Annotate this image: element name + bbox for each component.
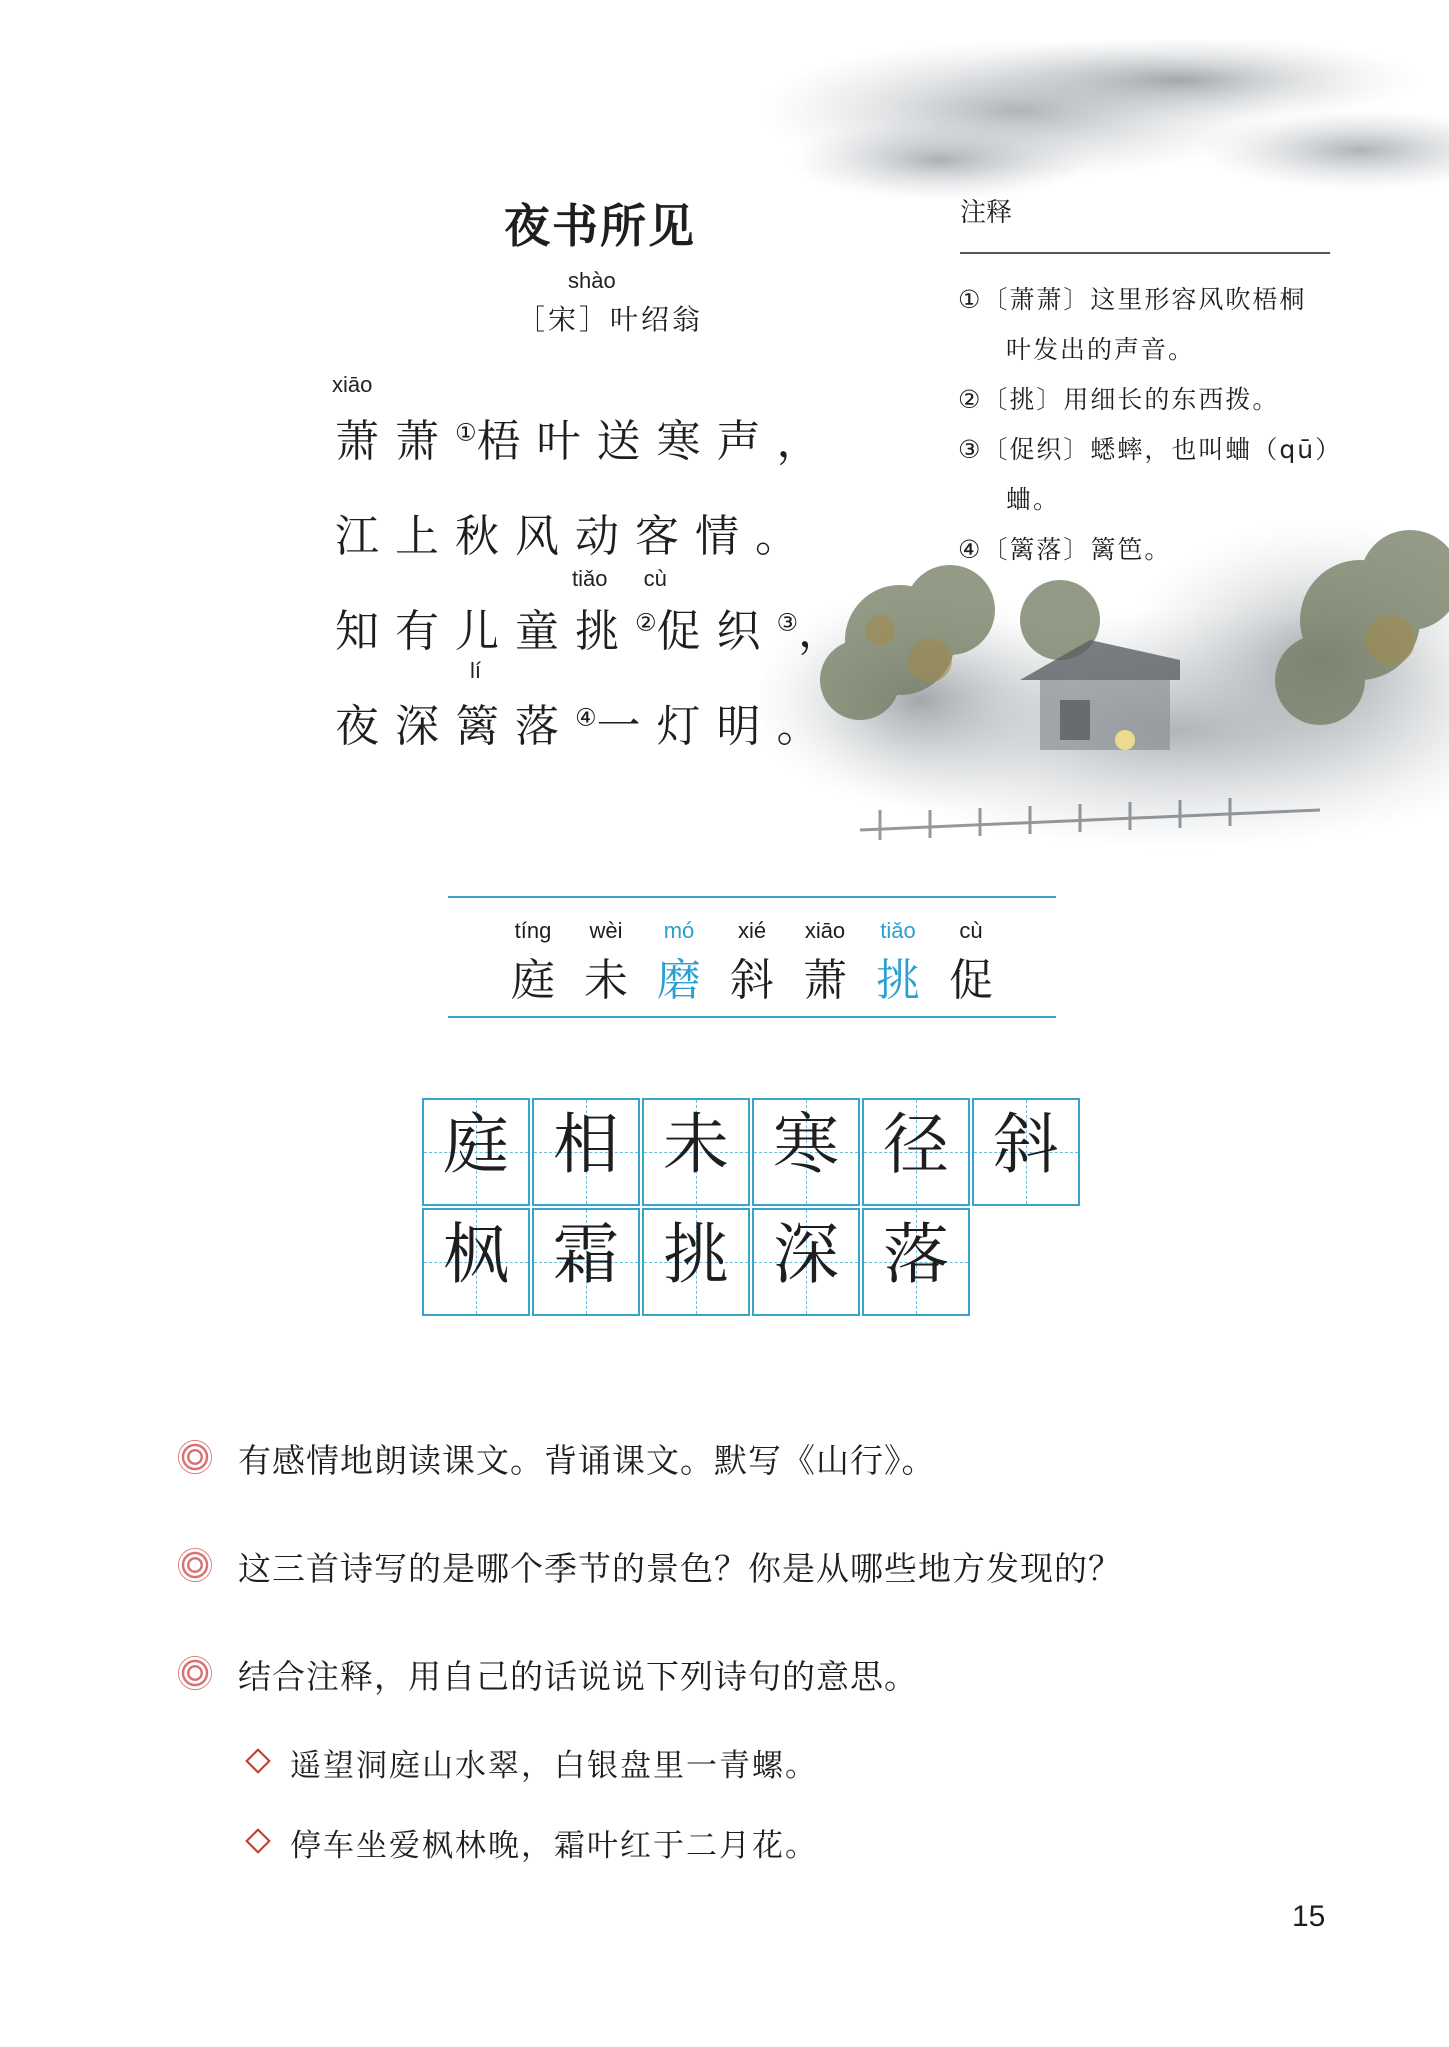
grid-cell <box>642 1098 750 1206</box>
exercise-3: 结合注释，用自己的话说说下列诗句的意思。 <box>238 1657 918 1696</box>
new-char-pinyin: tíng <box>514 918 552 943</box>
grid-cell <box>752 1208 860 1316</box>
grid-cell <box>532 1098 640 1206</box>
new-char: 磨 <box>657 955 701 1006</box>
grid-cell <box>422 1098 530 1206</box>
new-char: 斜 <box>730 955 774 1006</box>
grid-character: 斜 <box>993 1106 1059 1183</box>
new-char-pinyin: wèi <box>589 918 623 943</box>
new-char-pinyin: tiǎo <box>880 918 916 943</box>
exercise-1: 有感情地朗读课文。背诵课文。默写《山行》。 <box>238 1441 936 1480</box>
note-3: ③〔促织〕蟋蟀，也叫蛐（qū） <box>958 435 1343 464</box>
poem-line-2: 江上秋风动客情。 <box>335 511 815 562</box>
grid-character: 庭 <box>443 1106 509 1183</box>
notes-divider <box>960 252 1330 254</box>
note-2: ②〔挑〕用细长的东西拨。 <box>958 385 1280 414</box>
new-char: 促 <box>949 955 993 1006</box>
grid-cell <box>532 1208 640 1316</box>
note-1: ①〔萧萧〕这里形容风吹梧桐 <box>958 285 1307 314</box>
new-char: 萧 <box>803 955 847 1006</box>
exercise-2: 这三首诗写的是哪个季节的景色？你是从哪些地方发现的？ <box>238 1549 1122 1588</box>
grid-cell <box>862 1208 970 1316</box>
poem-line-3: 知有儿童挑②促织③， <box>335 606 859 657</box>
new-char-pinyin: xiāo <box>804 918 846 943</box>
grid-character: 相 <box>553 1106 619 1183</box>
grid-character: 未 <box>663 1106 729 1183</box>
line1-pinyin: xiāo <box>332 372 373 397</box>
grid-character: 深 <box>773 1216 839 1293</box>
chars-bottom-rule <box>448 1016 1056 1018</box>
poem-line-4: 夜深篱落④一灯明。 <box>335 701 837 752</box>
grid-character: 霜 <box>553 1216 619 1293</box>
exercise-bullet-icon <box>178 1548 212 1582</box>
grid-cell <box>862 1098 970 1206</box>
new-char: 庭 <box>511 955 555 1006</box>
new-char-pinyin: mó <box>663 918 695 943</box>
sub-item-2: 停车坐爱枫林晚，霜叶红于二月花。 <box>290 1828 818 1864</box>
page-number: 15 <box>1292 1900 1326 1933</box>
author-pinyin: shào <box>568 268 616 293</box>
new-char-pinyin: cù <box>959 918 983 943</box>
note-3-cont: 蛐。 <box>1006 485 1061 514</box>
grid-cell <box>422 1208 530 1316</box>
new-char-pinyin: xié <box>737 918 767 943</box>
note-1-cont: 叶发出的声音。 <box>1006 335 1196 364</box>
chars-top-rule <box>448 896 1056 898</box>
grid-character: 径 <box>883 1106 949 1183</box>
sub-item-1: 遥望洞庭山水翠，白银盘里一青螺。 <box>290 1748 818 1784</box>
grid-character: 落 <box>883 1216 949 1293</box>
poem-author: ［宋］叶绍翁 <box>516 303 703 336</box>
exercise-bullet-icon <box>178 1656 212 1690</box>
grid-character: 枫 <box>443 1216 509 1293</box>
note-4: ④〔篱落〕篱笆。 <box>958 535 1172 564</box>
grid-cell <box>752 1098 860 1206</box>
notes-title: 注释 <box>960 198 1013 228</box>
grid-cell <box>972 1098 1080 1206</box>
line3-pinyin: tiǎo cù <box>572 566 667 591</box>
line4-pinyin: lí <box>470 658 481 683</box>
diamond-bullet-icon <box>245 1748 270 1773</box>
grid-character: 挑 <box>663 1216 729 1293</box>
diamond-bullet-icon <box>245 1828 270 1853</box>
new-char: 未 <box>584 955 628 1006</box>
poem-line-1: 萧萧①梧叶送寒声， <box>335 416 837 467</box>
new-char: 挑 <box>876 955 920 1006</box>
grid-cell <box>642 1208 750 1316</box>
poem-title: 夜书所见 <box>504 199 696 253</box>
exercise-bullet-icon <box>178 1440 212 1474</box>
grid-character: 寒 <box>773 1106 839 1183</box>
